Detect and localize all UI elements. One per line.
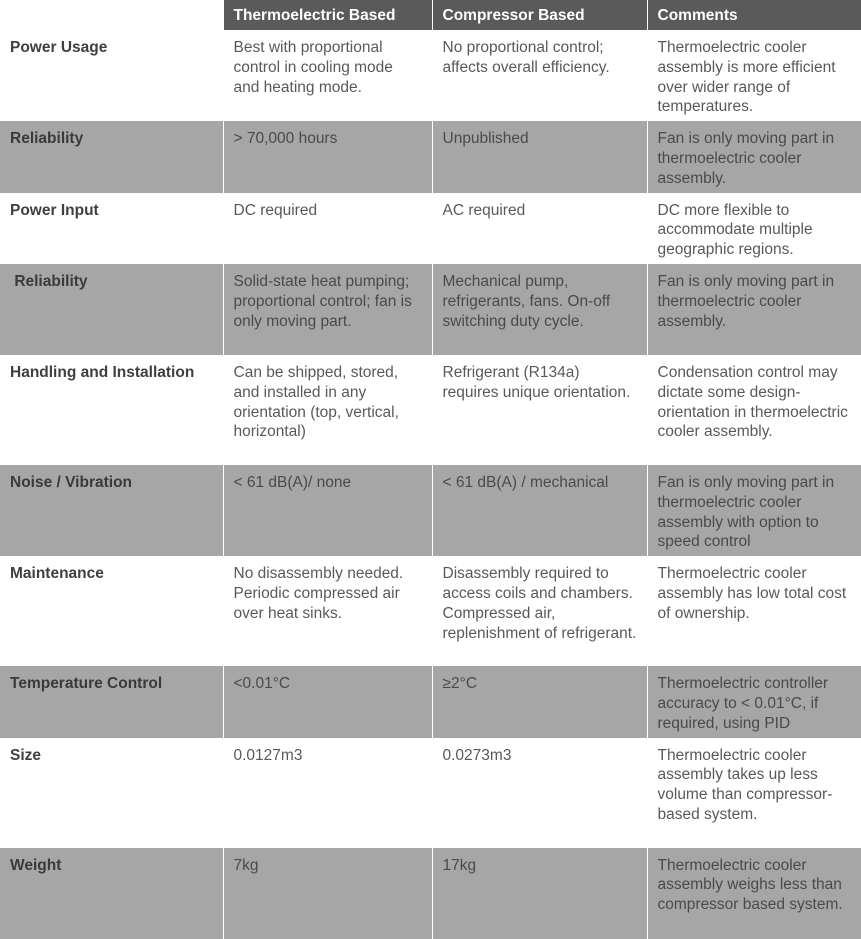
comment-cell: Thermoelectric cooler assembly weighs less than compressor based system.: [647, 848, 861, 939]
comment-cell: Fan is only moving part in thermoelectric cooler assembly with option to speed control: [647, 465, 861, 556]
row-label: Reliability: [0, 264, 223, 355]
compressor-cell: 17kg: [432, 848, 647, 939]
table-body: [0, 30, 861, 939]
table-row: [0, 121, 861, 192]
header-blank: [0, 0, 223, 30]
compressor-cell: 0.0273m3: [432, 738, 647, 848]
header-comments: Comments: [647, 0, 861, 30]
thermoelectric-cell: Best with proportional control in cooling mode and heating mode.: [223, 30, 432, 121]
thermoelectric-cell: > 70,000 hours: [223, 121, 432, 192]
row-label: Temperature Control: [0, 666, 223, 737]
compressor-cell: Unpublished: [432, 121, 647, 192]
table-row: [0, 193, 861, 264]
row-label: Reliability: [0, 121, 223, 192]
header-compressor: Compressor Based: [432, 0, 647, 30]
compressor-cell: ≥2°C: [432, 666, 647, 737]
comment-cell: Thermoelectric cooler assembly has low total cost of ownership.: [647, 556, 861, 666]
table-row: [0, 666, 861, 737]
header-row: [0, 0, 861, 30]
thermoelectric-cell: <0.01°C: [223, 666, 432, 737]
thermoelectric-cell: < 61 dB(A)/ none: [223, 465, 432, 556]
compressor-cell: AC required: [432, 193, 647, 264]
row-label: Maintenance: [0, 556, 223, 666]
comment-cell: Fan is only moving part in thermoelectric cooler assembly.: [647, 264, 861, 355]
row-label: Size: [0, 738, 223, 848]
thermoelectric-cell: DC required: [223, 193, 432, 264]
table-row: [0, 355, 861, 465]
table-row: [0, 848, 861, 939]
compressor-cell: Refrigerant (R134a) requires unique orientation.: [432, 355, 647, 465]
compressor-cell: Disassembly required to access coils and chambers. Compressed air, replenishment of refrigerant.: [432, 556, 647, 666]
comment-cell: Thermoelectric cooler assembly takes up less volume than compressor-based system.: [647, 738, 861, 848]
thermoelectric-cell: 0.0127m3: [223, 738, 432, 848]
row-label: Power Usage: [0, 30, 223, 121]
header-thermoelectric: Thermoelectric Based: [223, 0, 432, 30]
comment-cell: Thermoelectric controller accuracy to < 0.01°C, if required, using PID: [647, 666, 861, 737]
thermoelectric-cell: Solid-state heat pumping; proportional control; fan is only moving part.: [223, 264, 432, 355]
table-row: [0, 465, 861, 556]
table-row: [0, 738, 861, 848]
row-label: Power Input: [0, 193, 223, 264]
row-label: Noise / Vibration: [0, 465, 223, 556]
table-row: [0, 556, 861, 666]
thermoelectric-cell: Can be shipped, stored, and installed in any orientation (top, vertical, horizontal): [223, 355, 432, 465]
thermoelectric-cell: No disassembly needed. Periodic compressed air over heat sinks.: [223, 556, 432, 666]
thermoelectric-cell: 7kg: [223, 848, 432, 939]
row-label: Handling and Installation: [0, 355, 223, 465]
table-row: [0, 264, 861, 355]
compressor-cell: < 61 dB(A) / mechanical: [432, 465, 647, 556]
comment-cell: Thermoelectric cooler assembly is more efficient over wider range of temperatures.: [647, 30, 861, 121]
compressor-cell: No proportional control; affects overall efficiency.: [432, 30, 647, 121]
row-label: Weight: [0, 848, 223, 939]
comment-cell: Fan is only moving part in thermoelectric cooler assembly.: [647, 121, 861, 192]
comment-cell: DC more flexible to accommodate multiple geographic regions.: [647, 193, 861, 264]
compressor-cell: Mechanical pump, refrigerants, fans. On-off switching duty cycle.: [432, 264, 647, 355]
table-row: [0, 30, 861, 121]
comment-cell: Condensation control may dictate some design-orientation in thermoelectric cooler assembly.: [647, 355, 861, 465]
